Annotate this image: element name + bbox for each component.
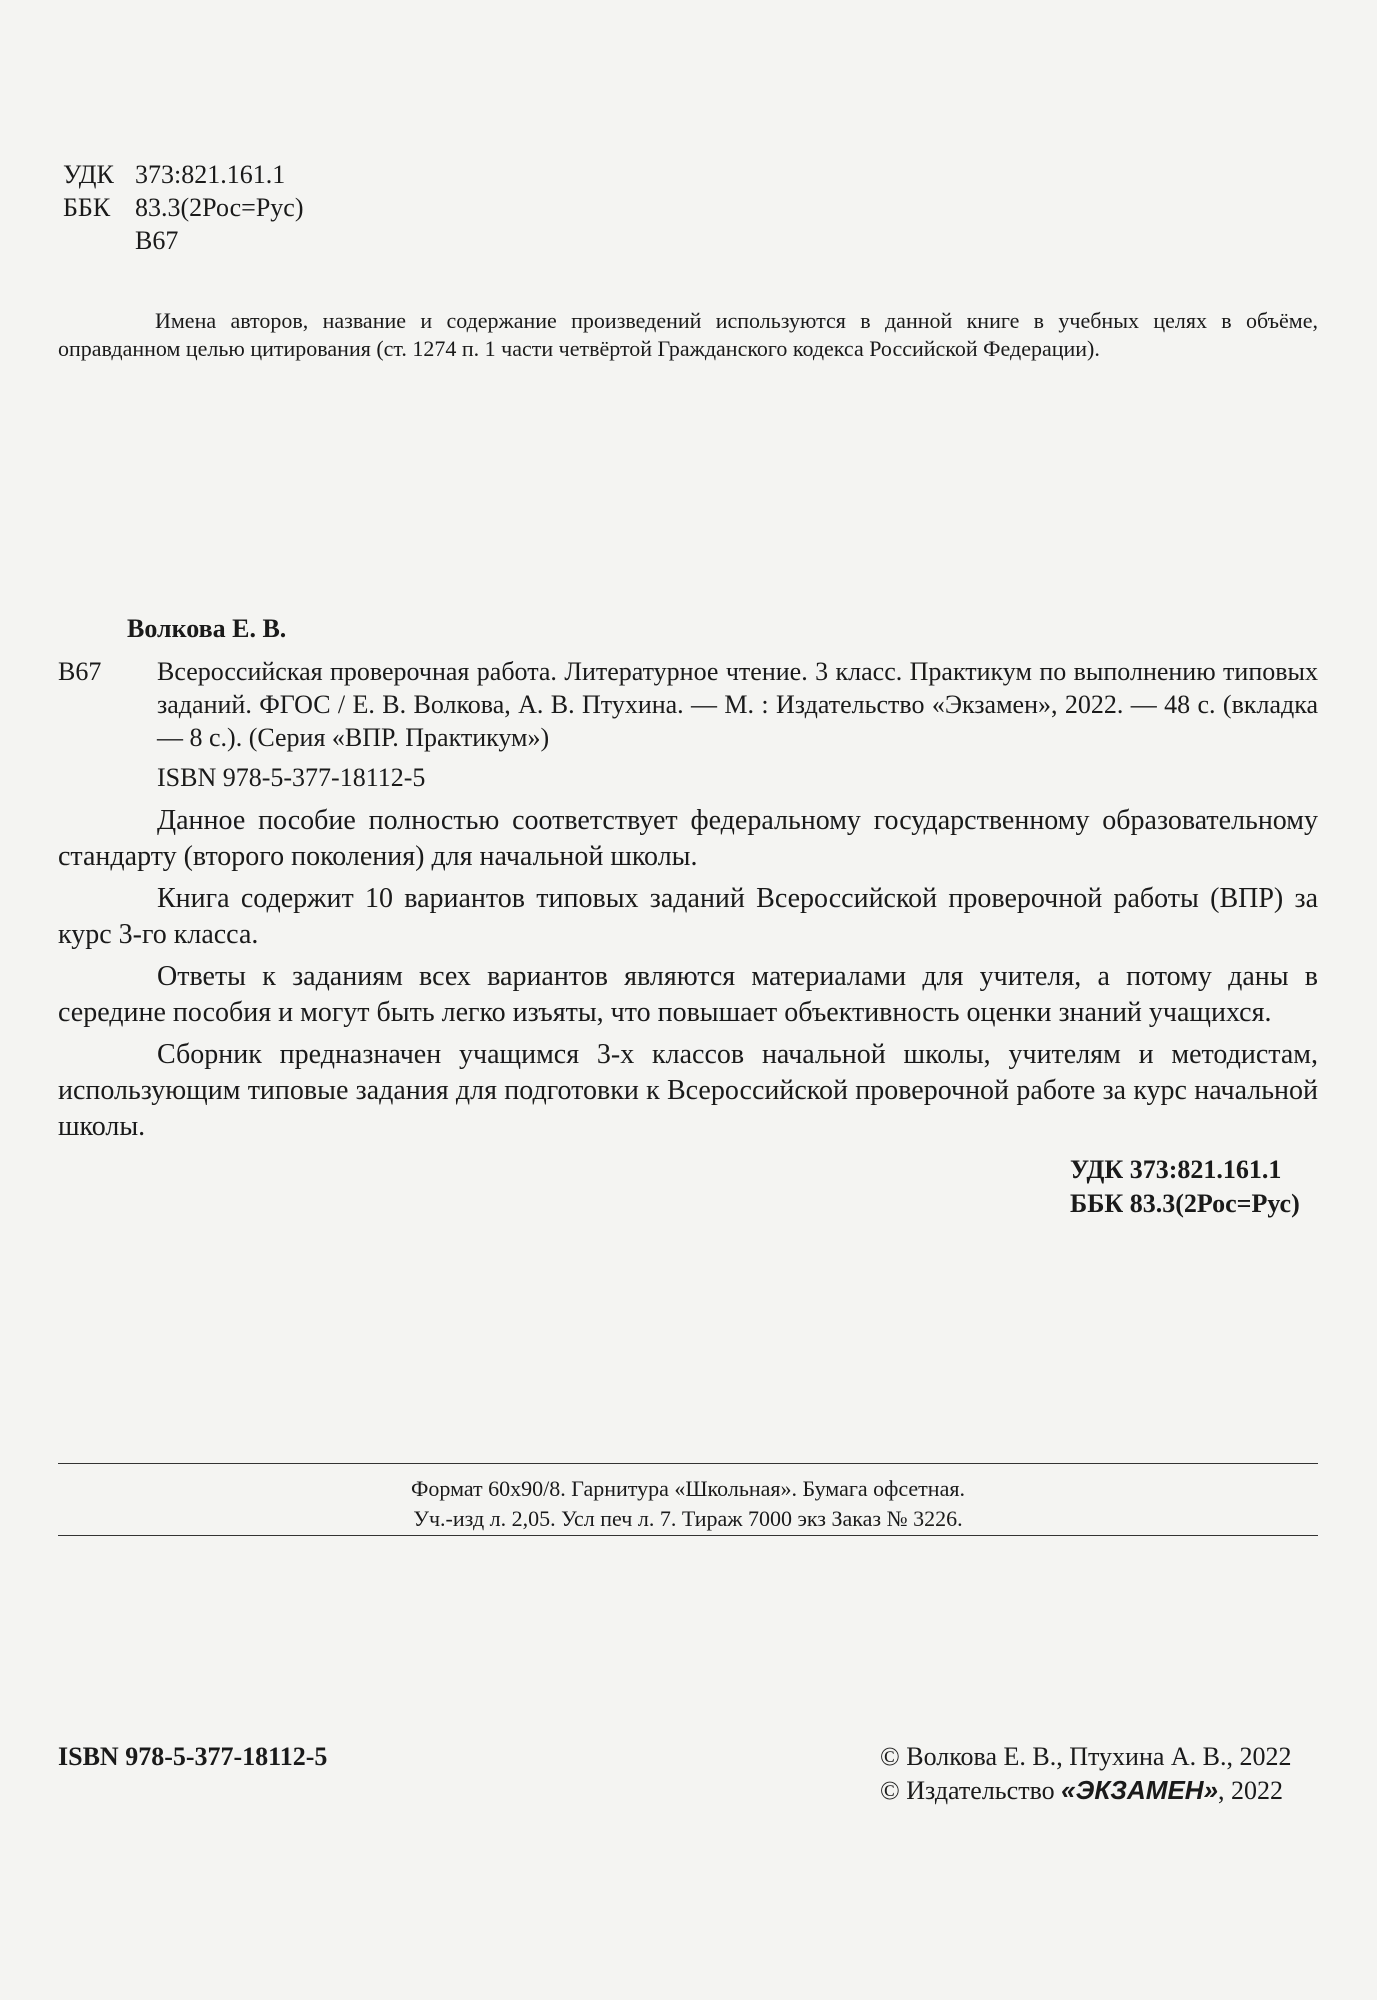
udk-row <box>63 158 463 191</box>
classification-block <box>63 158 463 257</box>
imprint-top-rule <box>58 1463 1318 1464</box>
copyright-authors: © Волкова Е. В., Птухина А. В., 2022 <box>880 1742 1292 1771</box>
copyright-publisher <box>880 1774 1283 1807</box>
author-mark: В67 <box>135 226 179 255</box>
bbk-label: ББК <box>63 193 111 222</box>
udk-value: 373:821.161.1 <box>135 160 286 189</box>
bbk-value: 83.3(2Рос=Рус) <box>135 193 304 222</box>
author-mark-left: В67 <box>58 657 102 686</box>
imprint-line-1: Формат 60х90/8. Гарнитура «Школьная». Бумага офсетная. <box>411 1476 965 1501</box>
imprint-line-2: Уч.-изд л. 2,05. Усл печ л. 7. Тираж 7000 экз Заказ № 3226. <box>413 1506 963 1531</box>
imprint-bottom-rule <box>58 1535 1318 1536</box>
isbn-footer: ISBN 978-5-377-18112-5 <box>58 1742 328 1771</box>
annotation-paragraph: Данное пособие полностью соответствует федеральному государственному образовательному стандарту (второго поколения) для начальной школы. <box>58 805 1318 872</box>
bibliographic-description: Всероссийская проверочная работа. Литературное чтение. 3 класс. Практикум по выполнению типовых заданий. ФГОС / Е. В. Волкова, А. В. Птухина. — М. : Издательство «Экзамен», 2022. — 48 с. (вкладка — 8 с.). (Серия «ВПР. Практикум») <box>157 657 1318 752</box>
publisher-brand: «ЭКЗАМЕН» <box>1061 1775 1219 1805</box>
udk-label: УДК <box>63 160 114 189</box>
bbk-bottom: ББК 83.3(2Рос=Рус) <box>1070 1189 1300 1218</box>
copyright-suffix: , 2022 <box>1218 1776 1284 1805</box>
annotation <box>58 803 1318 1145</box>
isbn-record: ISBN 978-5-377-18112-5 <box>157 763 426 792</box>
author-heading: Волкова Е. В. <box>127 614 287 643</box>
bbk-row <box>63 191 463 224</box>
annotation-paragraph: Книга содержит 10 вариантов типовых заданий Всероссийской проверочной работы (ВПР) за курс 3-го класса. <box>58 883 1318 950</box>
udk-bottom: УДК 373:821.161.1 <box>1070 1155 1282 1184</box>
legal-notice: Имена авторов, название и содержание произведений используются в данной книге в учебных целях в объёме, оправданном целью цитирования (ст. 1274 п. 1 части четвёртой Гражданского кодекса Российской Федерации). <box>58 308 1318 361</box>
annotation-paragraph: Сборник предназначен учащимся 3-х классов начальной школы, учителям и методистам, использующим типовые задания для подготовки к Всероссийской проверочной работе за курс начальной школы. <box>58 1039 1318 1142</box>
copyright-prefix: © Издательство <box>880 1776 1062 1805</box>
annotation-paragraph: Ответы к заданиям всех вариантов являются материалами для учителя, а потому даны в середине пособия и могут быть легко изъяты, что повышает объективность оценки знаний учащихся. <box>58 961 1318 1028</box>
